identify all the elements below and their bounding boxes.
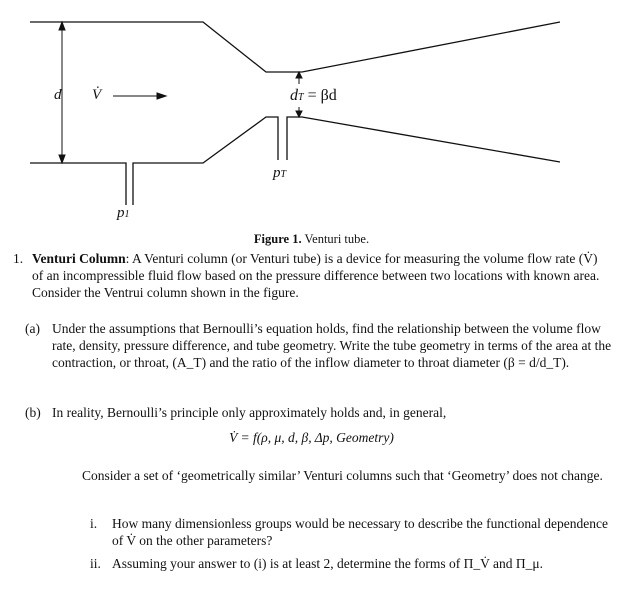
lower-wall-inlet (30, 163, 126, 205)
label-dT-text: d (290, 87, 298, 104)
caption-number: Figure 1. (253, 232, 302, 246)
item-ii-label: ii. (90, 556, 101, 571)
equation-text: V̇ = f(ρ, μ, d, β, Δp, Geometry) (229, 430, 394, 445)
label-pT-text: p (273, 165, 281, 181)
venturi-tube-diagram (0, 0, 623, 228)
lower-wall-diffuser (287, 117, 560, 162)
label-pT-sub: T (280, 169, 287, 180)
item-i-label: i. (90, 516, 98, 531)
venturi-figure (0, 0, 623, 228)
consider-text: Consider a set of ‘geometrically similar’ Venturi columns such that ‘Geometry’ does not change. (82, 468, 603, 483)
d-arrow-bottom (59, 155, 65, 163)
label-dT-rhs: = βd (307, 87, 337, 104)
upper-wall (30, 22, 560, 72)
figure-caption (0, 232, 623, 247)
problem-body: : A Venturi column (or Venturi tube) is a device for measuring the volume flow rate (V̇) of an incompressible fluid flow based on the pressure difference between two locations with known area. Consider the Ventrui column shown in the figure. (32, 251, 600, 300)
part-a-text: Under the assumptions that Bernoulli’s equation holds, find the relationship between the volume flow rate, density, pressure difference, and tube geometry. Write the tube geometry in terms of the area at the contraction, or throat, (A_T) and the ratio of the inflow diameter to throat diameter (β = d/d_T). (52, 321, 612, 370)
part-a (25, 320, 617, 371)
item-ii-text: Assuming your answer to (i) is at least 2, determine the forms of Π_V̇ and Π_μ. (112, 556, 544, 571)
problem-title: Venturi Column (32, 251, 126, 266)
part-b (25, 404, 617, 421)
dT-arrow-top (296, 72, 302, 78)
label-d-text: d (54, 87, 62, 103)
item-i (90, 515, 612, 549)
label-pT (273, 166, 286, 181)
problem-1 (13, 250, 610, 301)
label-dT-sub: T (298, 92, 304, 103)
item-ii (90, 555, 612, 572)
lower-wall-converge (133, 117, 278, 205)
item-i-text: How many dimensionless groups would be necessary to describe the functional dependence of V̇ on the other parameters? (112, 516, 608, 548)
label-p1-sub: 1 (124, 209, 130, 220)
label-p1 (117, 206, 130, 221)
consider-paragraph (82, 467, 617, 484)
label-vdot-text: V̇ (92, 87, 102, 103)
caption-text: Venturi tube. (301, 232, 370, 246)
part-a-label: (a) (25, 321, 40, 336)
label-dT (290, 88, 337, 104)
part-b-label: (b) (25, 405, 41, 420)
label-d (54, 88, 62, 103)
label-p1-text: p (117, 205, 125, 221)
function-equation (0, 430, 623, 446)
label-vdot (92, 88, 101, 103)
problem-number: 1. (13, 251, 24, 266)
flow-arrow-head (157, 93, 166, 99)
d-arrow-top (59, 22, 65, 30)
part-b-text: In reality, Bernoulli’s principle only approximately holds and, in general, (52, 405, 447, 420)
dT-arrow-bottom (296, 111, 302, 117)
